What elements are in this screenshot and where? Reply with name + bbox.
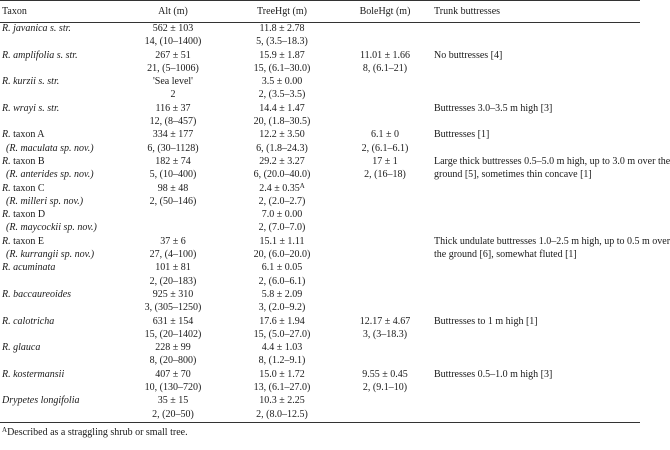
cell-taxon [0, 369, 122, 382]
cell-treehgt-value: 14.4 ± 1.47 [259, 102, 305, 114]
taxon-name: R. [2, 155, 11, 167]
cell-alt [122, 156, 224, 169]
cell-alt-value: 15, (20–1402) [144, 328, 202, 340]
table-row [0, 289, 640, 302]
taxon-name: R. [2, 182, 11, 194]
cell-alt [122, 209, 224, 222]
cell-taxon [0, 89, 122, 102]
cell-alt [122, 129, 224, 142]
table-row [0, 395, 640, 408]
cell-treehgt-value: 15.9 ± 1.87 [259, 49, 305, 61]
cell-treehgt-value: 15.0 ± 1.72 [259, 368, 305, 380]
header-taxon: Taxon [0, 1, 122, 23]
cell-alt-value: 2, (20–50) [152, 408, 194, 420]
taxon-name: R. amplifolia s. str. [2, 49, 78, 61]
cell-taxon [0, 196, 122, 209]
cell-bolehgt-value: 6.1 ± 0 [371, 129, 399, 141]
cell-alt-value: 37 ± 6 [160, 235, 186, 247]
cell-bolehgt [340, 382, 430, 395]
cell-treehgt [224, 342, 340, 355]
cell-bolehgt [340, 355, 430, 368]
header-treehgt: TreeHgt (m) [224, 1, 340, 23]
cell-taxon [0, 236, 122, 249]
cell-treehgt-value: 13, (6.1–27.0) [253, 382, 311, 394]
cell-buttresses [430, 409, 640, 423]
cell-treehgt-value: 2, (3.5–3.5) [258, 89, 306, 101]
cell-alt [122, 50, 224, 63]
cell-buttresses [430, 63, 640, 76]
cell-buttresses [430, 209, 640, 222]
taxon-name: R. [2, 209, 11, 221]
cell-bolehgt-value: 11.01 ± 1.66 [359, 49, 411, 61]
cell-buttresses [430, 196, 640, 209]
cell-buttresses [430, 355, 640, 368]
cell-bolehgt-value: 9.55 ± 0.45 [362, 368, 408, 380]
cell-treehgt-value: 2.4 ± 0.35 [259, 182, 300, 194]
cell-bolehgt [340, 369, 430, 382]
cell-treehgt [224, 369, 340, 382]
cell-taxon [0, 76, 122, 89]
cell-treehgt-value: 17.6 ± 1.94 [259, 315, 305, 327]
cell-treehgt [224, 382, 340, 395]
cell-treehgt-value: 3.5 ± 0.00 [261, 76, 303, 88]
cell-alt-value: 2, (50–146) [149, 195, 197, 207]
cell-bolehgt [340, 36, 430, 49]
cell-buttresses [430, 36, 640, 49]
taxon-name: Drypetes longifolia [2, 395, 80, 407]
cell-bolehgt [340, 63, 430, 76]
taxon-name: R. kurzii s. str. [2, 76, 60, 88]
table-row [0, 116, 640, 129]
cell-alt [122, 395, 224, 408]
cell-alt-value: 631 ± 154 [152, 315, 194, 327]
cell-alt-value: 228 ± 99 [155, 342, 191, 354]
cell-bolehgt [340, 316, 430, 329]
cell-taxon [0, 329, 122, 342]
cell-treehgt [224, 50, 340, 63]
cell-taxon [0, 36, 122, 49]
cell-buttresses [430, 302, 640, 315]
cell-taxon [0, 169, 122, 182]
cell-bolehgt [340, 76, 430, 89]
cell-alt [122, 169, 224, 182]
taxon-label: taxon D [10, 209, 46, 221]
cell-bolehgt [340, 329, 430, 342]
taxon-name: R. wrayi s. str. [2, 102, 60, 114]
cell-buttresses [430, 289, 640, 302]
cell-alt [122, 23, 224, 37]
cell-alt [122, 249, 224, 262]
table-row [0, 103, 640, 116]
cell-alt [122, 342, 224, 355]
cell-bolehgt [340, 156, 430, 169]
cell-treehgt-value: 29.2 ± 3.27 [259, 155, 305, 167]
cell-alt [122, 196, 224, 209]
cell-buttresses: Thick undulate buttresses 1.0–2.5 m high, up to 0.5 m over [434, 235, 670, 247]
cell-bolehgt [340, 209, 430, 222]
cell-treehgt [224, 183, 340, 196]
taxon-name: R. kostermansii [2, 368, 65, 380]
cell-treehgt [224, 103, 340, 116]
cell-alt-value: 334 ± 177 [152, 129, 194, 141]
cell-treehgt-value: 6, (1.8–24.3) [256, 142, 308, 154]
cell-taxon [0, 249, 122, 262]
taxon-label: taxon B [10, 155, 45, 167]
cell-buttresses [430, 89, 640, 102]
cell-buttresses: No buttresses [4] [434, 49, 503, 61]
cell-treehgt-value: 15, (5.0–27.0) [253, 328, 311, 340]
table-row [0, 196, 640, 209]
cell-treehgt [224, 23, 340, 37]
table-row [0, 50, 640, 63]
taxon-name: R. [2, 235, 11, 247]
cell-alt-value: 5, (10–400) [149, 169, 197, 181]
cell-taxon [0, 23, 122, 37]
cell-bolehgt-value: 2, (16–18) [364, 169, 406, 181]
cell-treehgt-value: 20, (6.0–20.0) [253, 249, 311, 261]
table-row [0, 276, 640, 289]
cell-bolehgt [340, 262, 430, 275]
table-row [0, 249, 640, 262]
cell-treehgt-value: 6, (20.0–40.0) [253, 169, 311, 181]
cell-taxon [0, 156, 122, 169]
cell-treehgt [224, 76, 340, 89]
cell-alt [122, 222, 224, 235]
cell-buttresses: the ground [6], somewhat fluted [1] [434, 249, 577, 261]
cell-alt-value: 21, (5–1006) [147, 62, 199, 74]
cell-alt-value: 12, (8–457) [149, 116, 197, 128]
cell-treehgt [224, 116, 340, 129]
cell-treehgt [224, 249, 340, 262]
cell-treehgt-value: 4.4 ± 1.03 [261, 342, 303, 354]
cell-bolehgt [340, 249, 430, 262]
cell-bolehgt [340, 289, 430, 302]
cell-treehgt [224, 236, 340, 249]
cell-taxon [0, 409, 122, 423]
cell-treehgt [224, 63, 340, 76]
cell-alt-value: 3, (305–1250) [144, 302, 202, 314]
cell-bolehgt [340, 236, 430, 249]
cell-treehgt [224, 36, 340, 49]
table-row [0, 169, 640, 182]
cell-taxon [0, 222, 122, 235]
cell-treehgt [224, 156, 340, 169]
cell-alt-value: 27, (4–100) [149, 249, 197, 261]
cell-treehgt [224, 329, 340, 342]
cell-buttresses [430, 382, 640, 395]
cell-bolehgt [340, 89, 430, 102]
header-row [0, 1, 640, 23]
cell-treehgt [224, 316, 340, 329]
cell-bolehgt [340, 222, 430, 235]
cell-treehgt [224, 262, 340, 275]
header-alt: Alt (m) [122, 1, 224, 23]
taxon-name: (R. maculata sp. nov.) [6, 142, 94, 154]
cell-alt [122, 116, 224, 129]
cell-alt [122, 355, 224, 368]
cell-buttresses: Buttresses 3.0–3.5 m high [3] [434, 102, 553, 114]
cell-buttresses [430, 276, 640, 289]
cell-treehgt [224, 302, 340, 315]
cell-alt [122, 143, 224, 156]
cell-alt [122, 276, 224, 289]
cell-treehgt-value: 3, (2.0–9.2) [258, 302, 306, 314]
cell-buttresses [430, 116, 640, 129]
cell-bolehgt-value: 2, (9.1–10) [362, 382, 408, 394]
cell-treehgt-value: 5, (3.5–18.3) [256, 36, 308, 48]
cell-buttresses [430, 143, 640, 156]
cell-treehgt [224, 143, 340, 156]
table-row [0, 143, 640, 156]
cell-bolehgt [340, 395, 430, 408]
table-row [0, 236, 640, 249]
table-row [0, 409, 640, 423]
table-row [0, 302, 640, 315]
taxon-label: taxon C [10, 182, 45, 194]
cell-alt [122, 89, 224, 102]
cell-treehgt-value: 10.3 ± 2.25 [259, 395, 305, 407]
cell-treehgt-value: 2, (8.0–12.5) [256, 408, 308, 420]
cell-alt-value: 98 ± 48 [157, 182, 189, 194]
cell-treehgt [224, 196, 340, 209]
table-row [0, 36, 640, 49]
table-row [0, 209, 640, 222]
table-row [0, 23, 640, 37]
cell-buttresses [430, 222, 640, 235]
cell-alt [122, 329, 224, 342]
header-bolehgt: BoleHgt (m) [340, 1, 430, 23]
cell-treehgt [224, 276, 340, 289]
cell-alt-value: 116 ± 37 [155, 102, 191, 114]
cell-buttresses [430, 395, 640, 408]
cell-alt-value: 8, (20–800) [149, 355, 197, 367]
cell-treehgt [224, 409, 340, 423]
table-row [0, 369, 640, 382]
cell-treehgt-value: 15, (6.1–30.0) [253, 62, 311, 74]
footnote-text: Described as a straggling shrub or small tree. [7, 427, 188, 438]
table-row [0, 89, 640, 102]
cell-alt-value: 2 [170, 89, 176, 101]
cell-alt [122, 409, 224, 423]
table-row [0, 382, 640, 395]
cell-taxon [0, 262, 122, 275]
cell-alt-value: 562 ± 103 [152, 23, 194, 34]
cell-buttresses [430, 76, 640, 89]
taxon-name: (R. anterides sp. nov.) [6, 169, 94, 181]
cell-bolehgt [340, 342, 430, 355]
cell-treehgt [224, 289, 340, 302]
cell-taxon [0, 63, 122, 76]
cell-treehgt [224, 209, 340, 222]
cell-bolehgt [340, 116, 430, 129]
cell-bolehgt [340, 169, 430, 182]
table-row [0, 156, 640, 169]
taxon-name: R. acuminata [2, 262, 56, 274]
cell-alt-value: 182 ± 74 [155, 155, 191, 167]
cell-alt [122, 369, 224, 382]
cell-treehgt-value: 2, (6.0–6.1) [258, 275, 306, 287]
cell-alt [122, 76, 224, 89]
table-row [0, 316, 640, 329]
cell-taxon [0, 276, 122, 289]
cell-buttresses [430, 342, 640, 355]
taxon-name: R. [2, 129, 11, 141]
cell-treehgt-value: 5.8 ± 2.09 [261, 288, 303, 300]
cell-taxon [0, 209, 122, 222]
taxon-name: (R. kurrangii sp. nov.) [6, 249, 95, 261]
cell-buttresses [430, 23, 640, 37]
cell-taxon [0, 143, 122, 156]
cell-alt [122, 183, 224, 196]
cell-taxon [0, 382, 122, 395]
table-row [0, 342, 640, 355]
cell-alt-value: 925 ± 310 [152, 288, 194, 300]
cell-alt [122, 262, 224, 275]
cell-buttresses [430, 329, 640, 342]
cell-treehgt [224, 129, 340, 142]
cell-bolehgt-value: 3, (3–18.3) [362, 328, 408, 340]
cell-treehgt-value: 2, (7.0–7.0) [258, 222, 306, 234]
cell-alt [122, 63, 224, 76]
cell-alt-value: 14, (10–1400) [144, 36, 202, 48]
cell-treehgt [224, 169, 340, 182]
cell-alt-value: 267 ± 51 [155, 49, 191, 61]
cell-alt-value: 'Sea level' [153, 76, 193, 88]
taxon-name: R. javanica s. str. [2, 23, 71, 34]
cell-treehgt [224, 395, 340, 408]
cell-bolehgt [340, 129, 430, 142]
table-row [0, 76, 640, 89]
footnote-marker: A [2, 426, 8, 434]
cell-alt-value: 6, (30–1128) [147, 142, 199, 154]
taxon-label: taxon E [10, 235, 44, 247]
cell-buttresses: ground [5], sometimes thin concave [1] [434, 169, 592, 181]
cell-treehgt-value: 2, (2.0–2.7) [258, 195, 306, 207]
cell-bolehgt [340, 302, 430, 315]
cell-alt-value: 407 ± 70 [155, 368, 191, 380]
table-row [0, 129, 640, 142]
cell-treehgt-value: 11.8 ± 2.78 [259, 23, 305, 34]
cell-buttresses: Buttresses [1] [434, 129, 490, 141]
cell-buttresses [430, 262, 640, 275]
cell-taxon [0, 395, 122, 408]
cell-treehgt-value: 6.1 ± 0.05 [261, 262, 303, 274]
cell-treehgt-value: 7.0 ± 0.00 [261, 209, 303, 221]
cell-bolehgt [340, 409, 430, 423]
cell-alt [122, 382, 224, 395]
table-row [0, 183, 640, 196]
cell-alt [122, 236, 224, 249]
cell-treehgt-value: 12.2 ± 3.50 [259, 129, 305, 141]
cell-taxon [0, 316, 122, 329]
table-row [0, 63, 640, 76]
cell-treehgt [224, 222, 340, 235]
cell-buttresses: Buttresses 0.5–1.0 m high [3] [434, 368, 553, 380]
cell-bolehgt [340, 196, 430, 209]
cell-bolehgt [340, 23, 430, 37]
cell-buttresses: Large thick buttresses 0.5–5.0 m high, up to 3.0 m over the [434, 155, 670, 167]
cell-treehgt-value: 8, (1.2–9.1) [258, 355, 306, 367]
cell-taxon [0, 183, 122, 196]
cell-bolehgt [340, 183, 430, 196]
table-row [0, 262, 640, 275]
table-row [0, 222, 640, 235]
cell-alt [122, 302, 224, 315]
cell-bolehgt [340, 103, 430, 116]
cell-alt-value: 2, (20–183) [149, 275, 197, 287]
cell-alt-value: 101 ± 81 [155, 262, 191, 274]
table-body [0, 23, 670, 423]
cell-alt [122, 103, 224, 116]
cell-taxon [0, 355, 122, 368]
taxon-name: R. glauca [2, 342, 41, 354]
taxon-name: R. baccaureoides [2, 288, 72, 300]
cell-treehgt [224, 89, 340, 102]
cell-bolehgt [340, 276, 430, 289]
taxon-name: (R. milleri sp. nov.) [6, 195, 84, 207]
cell-taxon [0, 103, 122, 116]
cell-taxon [0, 342, 122, 355]
cell-bolehgt [340, 50, 430, 63]
cell-treehgt-value: 20, (1.8–30.5) [253, 116, 311, 128]
table-row [0, 355, 640, 368]
header-buttresses: Trunk buttresses [430, 1, 640, 23]
cell-taxon [0, 302, 122, 315]
cell-treehgt [224, 355, 340, 368]
cell-bolehgt [340, 143, 430, 156]
cell-bolehgt-value: 17 ± 1 [372, 155, 398, 167]
cell-alt [122, 316, 224, 329]
cell-buttresses: Buttresses to 1 m high [1] [434, 315, 538, 327]
cell-bolehgt-value: 8, (6.1–21) [362, 62, 408, 74]
cell-taxon [0, 50, 122, 63]
cell-taxon [0, 116, 122, 129]
cell-alt-value: 35 ± 15 [157, 395, 189, 407]
cell-bolehgt-value: 12.17 ± 4.67 [359, 315, 411, 327]
footnote-ref: A [299, 181, 305, 190]
taxon-name: (R. maycockii sp. nov.) [6, 222, 97, 234]
cell-alt [122, 289, 224, 302]
cell-buttresses [430, 183, 640, 196]
cell-alt-value: 10, (130–720) [144, 382, 202, 394]
cell-alt [122, 36, 224, 49]
cell-bolehgt-value: 2, (6.1–6.1) [361, 142, 409, 154]
table-footnote [2, 427, 188, 438]
taxon-name: R. calotricha [2, 315, 55, 327]
cell-taxon [0, 129, 122, 142]
taxon-label: taxon A [10, 129, 45, 141]
table-row [0, 329, 640, 342]
cell-taxon [0, 289, 122, 302]
cell-treehgt-value: 15.1 ± 1.11 [259, 235, 305, 247]
